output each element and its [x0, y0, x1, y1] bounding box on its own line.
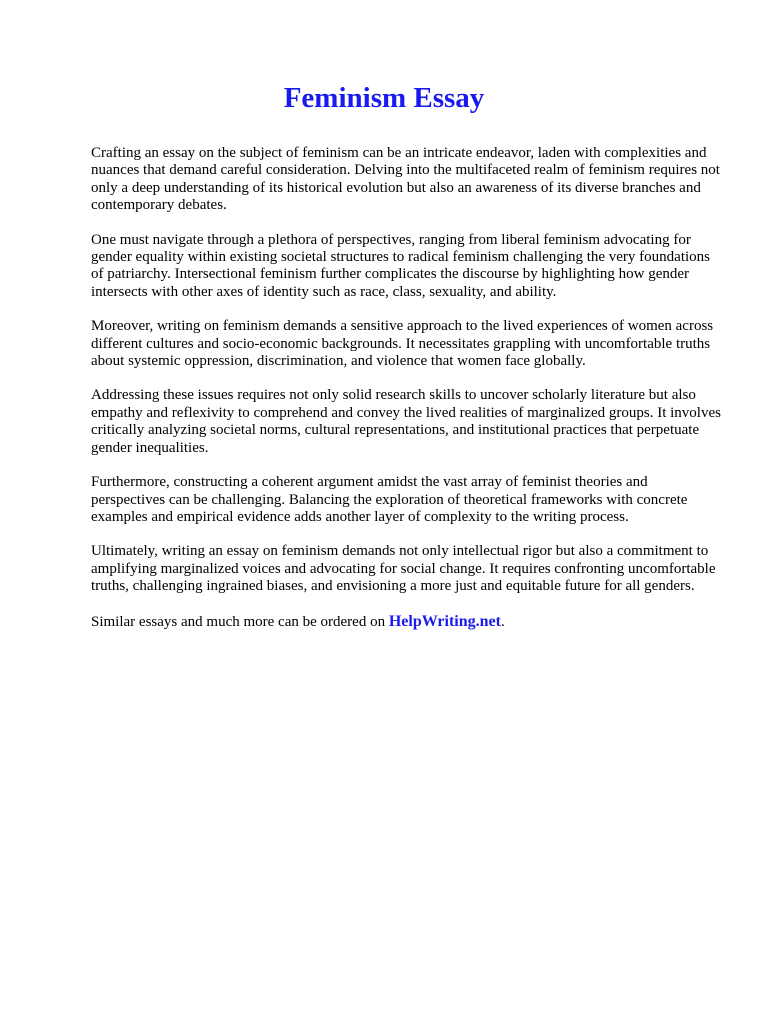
closing-line: [91, 613, 721, 631]
closing-suffix: .: [500, 613, 505, 630]
document-body: [91, 145, 721, 631]
closing-prefix: Similar essays and much more can be ordered on: [91, 613, 389, 630]
helpwriting-link[interactable]: HelpWriting.net: [388, 612, 501, 630]
document-title: Feminism Essay: [283, 82, 485, 114]
paragraph-5: Furthermore, constructing a coherent argument amidst the vast array of feminist theories and perspectives can be challenging. Balancing the exploration of theoretical frameworks with concrete examples and empirical evidence adds another layer of complexity to the writing process.: [91, 474, 688, 525]
paragraph-1: Crafting an essay on the subject of feminism can be an intricate endeavor, laden with complexities and nuances that demand careful consideration. Delving into the multifaceted realm of feminism requires not only a deep understanding of its historical evolution but also an awareness of its diverse branches and contemporary debates.: [91, 145, 720, 214]
paragraph-4: Addressing these issues requires not only solid research skills to uncover scholarly literature but also empathy and reflexivity to comprehend and convey the lived realities of marginalized groups. It involves critically analyzing societal norms, cultural representations, and institutional practices that perpetuate gender inequalities.: [91, 387, 721, 456]
paragraph-6: Ultimately, writing an essay on feminism demands not only intellectual rigor but also a commitment to amplifying marginalized voices and advocating for social change. It requires confronting uncomfortable truths, challenging ingrained biases, and envisioning a more just and equitable future for all genders.: [91, 543, 716, 595]
paragraph-2: One must navigate through a plethora of perspectives, ranging from liberal feminism advocating for gender equality within existing societal structures to radical feminism challenging the very foundations of patriarchy. Intersectional feminism further complicates the discourse by highlighting how gender intersects with other axes of identity such as race, class, sexuality, and ability.: [91, 231, 710, 300]
paragraph-3: Moreover, writing on feminism demands a sensitive approach to the lived experiences of women across different cultures and socio-economic backgrounds. It necessitates grappling with uncomfortable truths about systemic oppression, discrimination, and violence that women face globally.: [91, 318, 714, 370]
